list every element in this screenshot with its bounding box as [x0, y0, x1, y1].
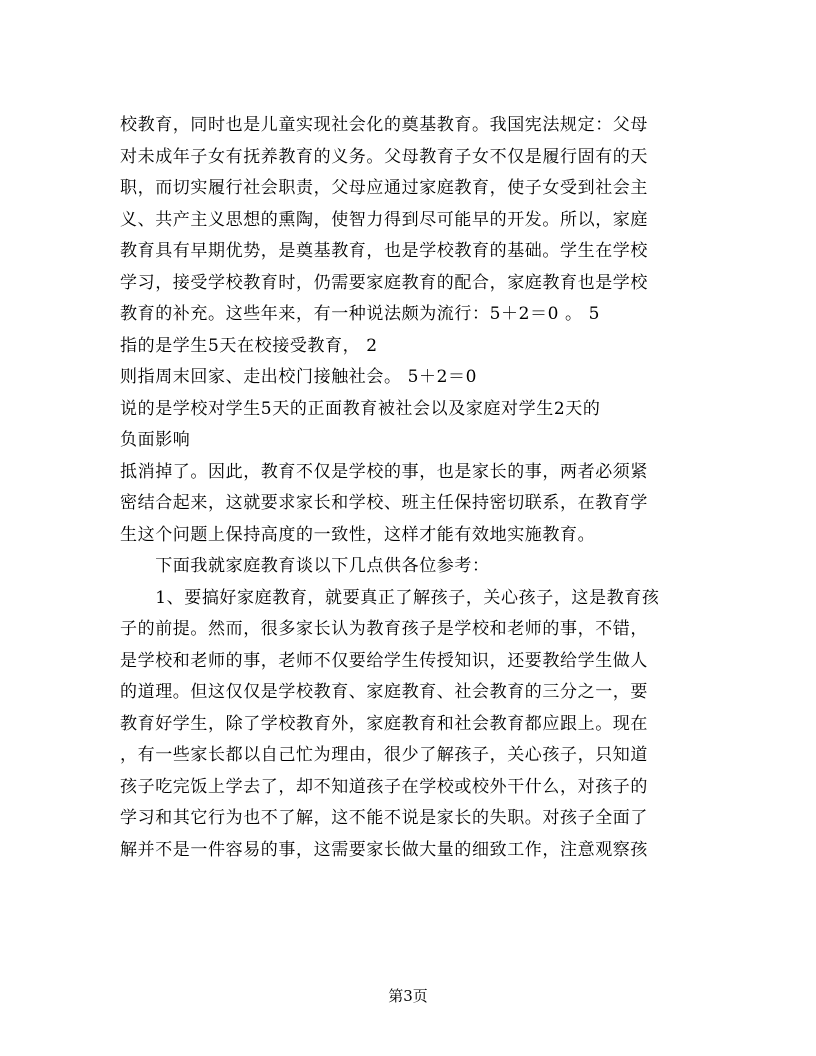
- text-line: 对未成年子女有抚养教育的义务。父母教育子女不仅是履行固有的天: [120, 146, 648, 167]
- text-line: 负面影响: [120, 430, 191, 450]
- text-line: 学习和其它行为也不了解，这不能不说是家长的失职。对孩子全面了: [120, 808, 648, 828]
- text-line: 义、共产主义思想的熏陶，使智力得到尽可能早的开发。所以，家庭: [120, 209, 648, 230]
- text-line: ，有一些家长都以自己忙为理由，很少了解孩子，关心孩子，只知道: [120, 745, 648, 765]
- text-line: 抵消掉了。因此，教育不仅是学校的事，也是家长的事，两者必须紧: [120, 461, 648, 482]
- text-line: 指的是学生5天在校接受教育， 2: [120, 335, 378, 356]
- text-line: 职，而切实履行社会职责，父母应通过家庭教育，使子女受到社会主: [120, 178, 648, 198]
- text-line: 学习，接受学校教育时，仍需要家庭教育的配合，家庭教育也是学校: [120, 272, 648, 293]
- text-line: 密结合起来，这就要求家长和学校、班主任保持密切联系，在教育学: [120, 493, 648, 513]
- text-line: 说的是学校对学生5天的正面教育被社会以及家庭对学生2天的: [120, 398, 601, 419]
- text-line: 生这个问题上保持高度的一致性，这样才能有效地实施教育。: [120, 524, 596, 545]
- text-line: 教育好学生，除了学校教育外，家庭教育和社会教育都应跟上。现在: [120, 713, 648, 734]
- page-number: 第3页: [388, 987, 428, 1005]
- text-line: 的道理。但这仅仅是学校教育、家庭教育、社会教育的三分之一，要: [120, 682, 648, 702]
- text-line: 子的前提。然而，很多家长认为教育孩子是学校和老师的事，不错，: [120, 619, 648, 639]
- text-line: 1、要搞好家庭教育，就要真正了解孩子，关心孩子，这是教育孩: [120, 587, 660, 608]
- text-line: 则指周末回家、走出校门接触社会。 5＋2＝0: [120, 367, 478, 387]
- text-line: 解并不是一件容易的事，这需要家长做大量的细致工作，注意观察孩: [120, 839, 648, 860]
- text-line: 是学校和老师的事，老师不仅要给学生传授知识，还要教给学生做人: [120, 650, 648, 671]
- text-line: 下面我就家庭教育谈以下几点供各位参考：: [120, 556, 490, 576]
- text-line: 教育具有早期优势，是奠基教育，也是学校教育的基础。学生在学校: [120, 241, 648, 261]
- text-line: 孩子吃完饭上学去了，却不知道孩子在学校或校外干什么，对孩子的: [120, 776, 648, 797]
- text-line: 教育的补充。这些年来，有一种说法颇为流行：5＋2＝0 。 5: [120, 304, 601, 324]
- body-text: [120, 110, 720, 866]
- text-line: 校教育，同时也是儿童实现社会化的奠基教育。我国宪法规定：父母: [120, 115, 648, 135]
